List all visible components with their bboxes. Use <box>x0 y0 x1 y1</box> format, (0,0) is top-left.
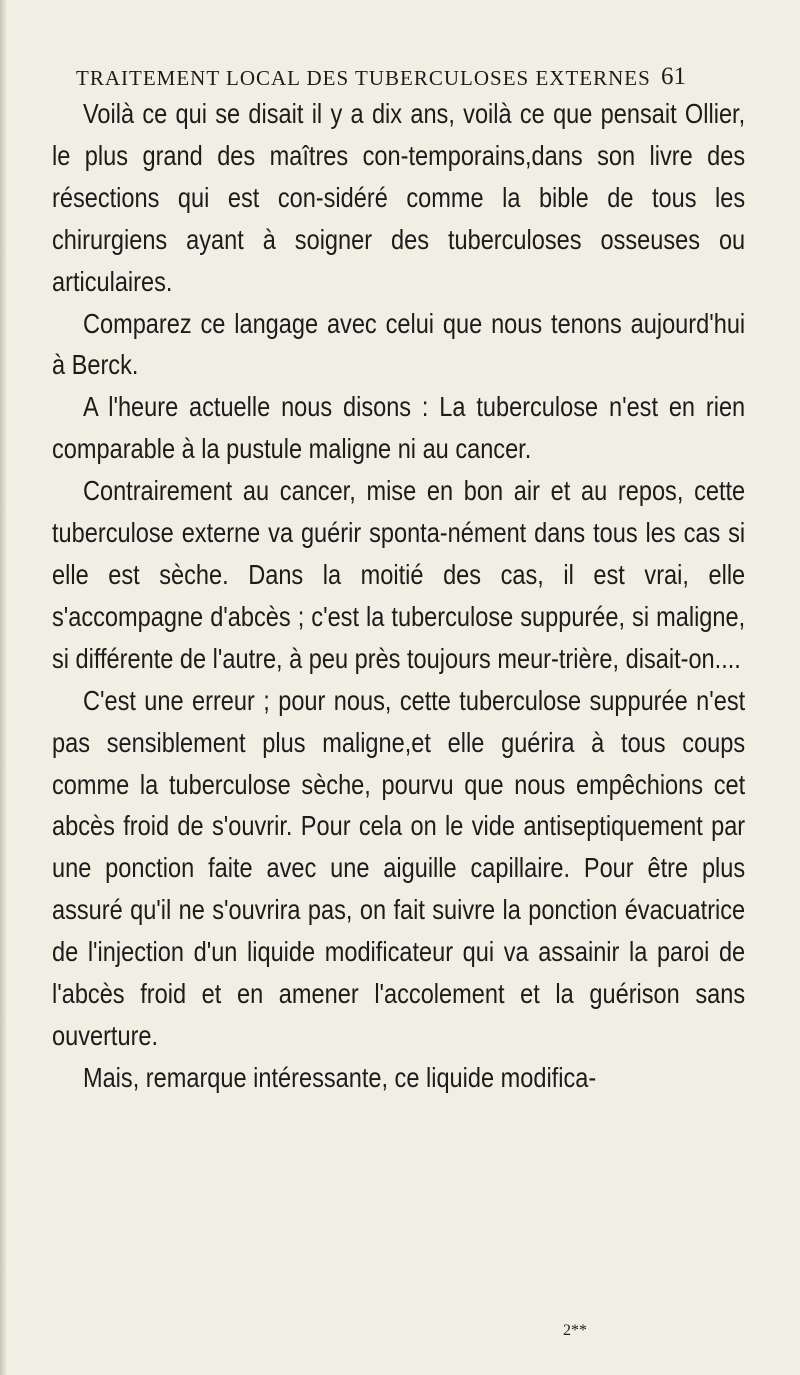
running-title: TRAITEMENT LOCAL DES TUBERCULOSES EXTERNES <box>76 66 651 90</box>
signature-mark: 2** <box>563 1322 587 1339</box>
paragraph: Voilà ce qui se disait il y a dix ans, voilà ce que pensait Ollier, le plus grand des maîtres con-temporains,dans son livre des résections qui est con-sidéré comme la bible de tous les chirurgiens ayant à soigner des tuberculoses osseuses ou articulaires. <box>52 98 746 297</box>
page-number: 61 <box>661 63 686 90</box>
paragraph: Mais, remarque intéressante, ce liquide modifica- <box>82 1061 597 1093</box>
page-spine-shadow <box>0 0 6 1375</box>
paragraph: Comparez ce langage avec celui que nous tenons aujourd'hui à Berck. <box>52 307 746 381</box>
paragraph: Contrairement au cancer, mise en bon air et au repos, cette tuberculose externe va guérir sponta-nément dans tous les cas si elle est sèche. Dans la moitié des cas, il est vrai, elle s'accompagne d'abcès ; c'est la tuberculose suppurée, si maligne, si différente de l'autre, à peu près toujours meur-trière, disait-on.... <box>52 475 746 674</box>
running-header <box>76 63 686 91</box>
body-text <box>52 93 745 1099</box>
paragraph: C'est une erreur ; pour nous, cette tuberculose suppurée n'est pas sensiblement plus maligne,et elle guérira à tous coups comme la tuberculose sèche, pourvu que nous empêchions cet abcès froid de s'ouvrir. Pour cela on le vide antiseptiquement par une ponction faite avec une aiguille capillaire. Pour être plus assuré qu'il ne s'ouvrira pas, on fait suivre la ponction évacuatrice de l'injection d'un liquide modificateur qui va assainir la paroi de l'abcès froid et en amener l'accolement et la guérison sans ouverture. <box>52 684 746 1051</box>
paragraph: A l'heure actuelle nous disons : La tuberculose n'est en rien comparable à la pustule maligne ni au cancer. <box>52 391 746 465</box>
